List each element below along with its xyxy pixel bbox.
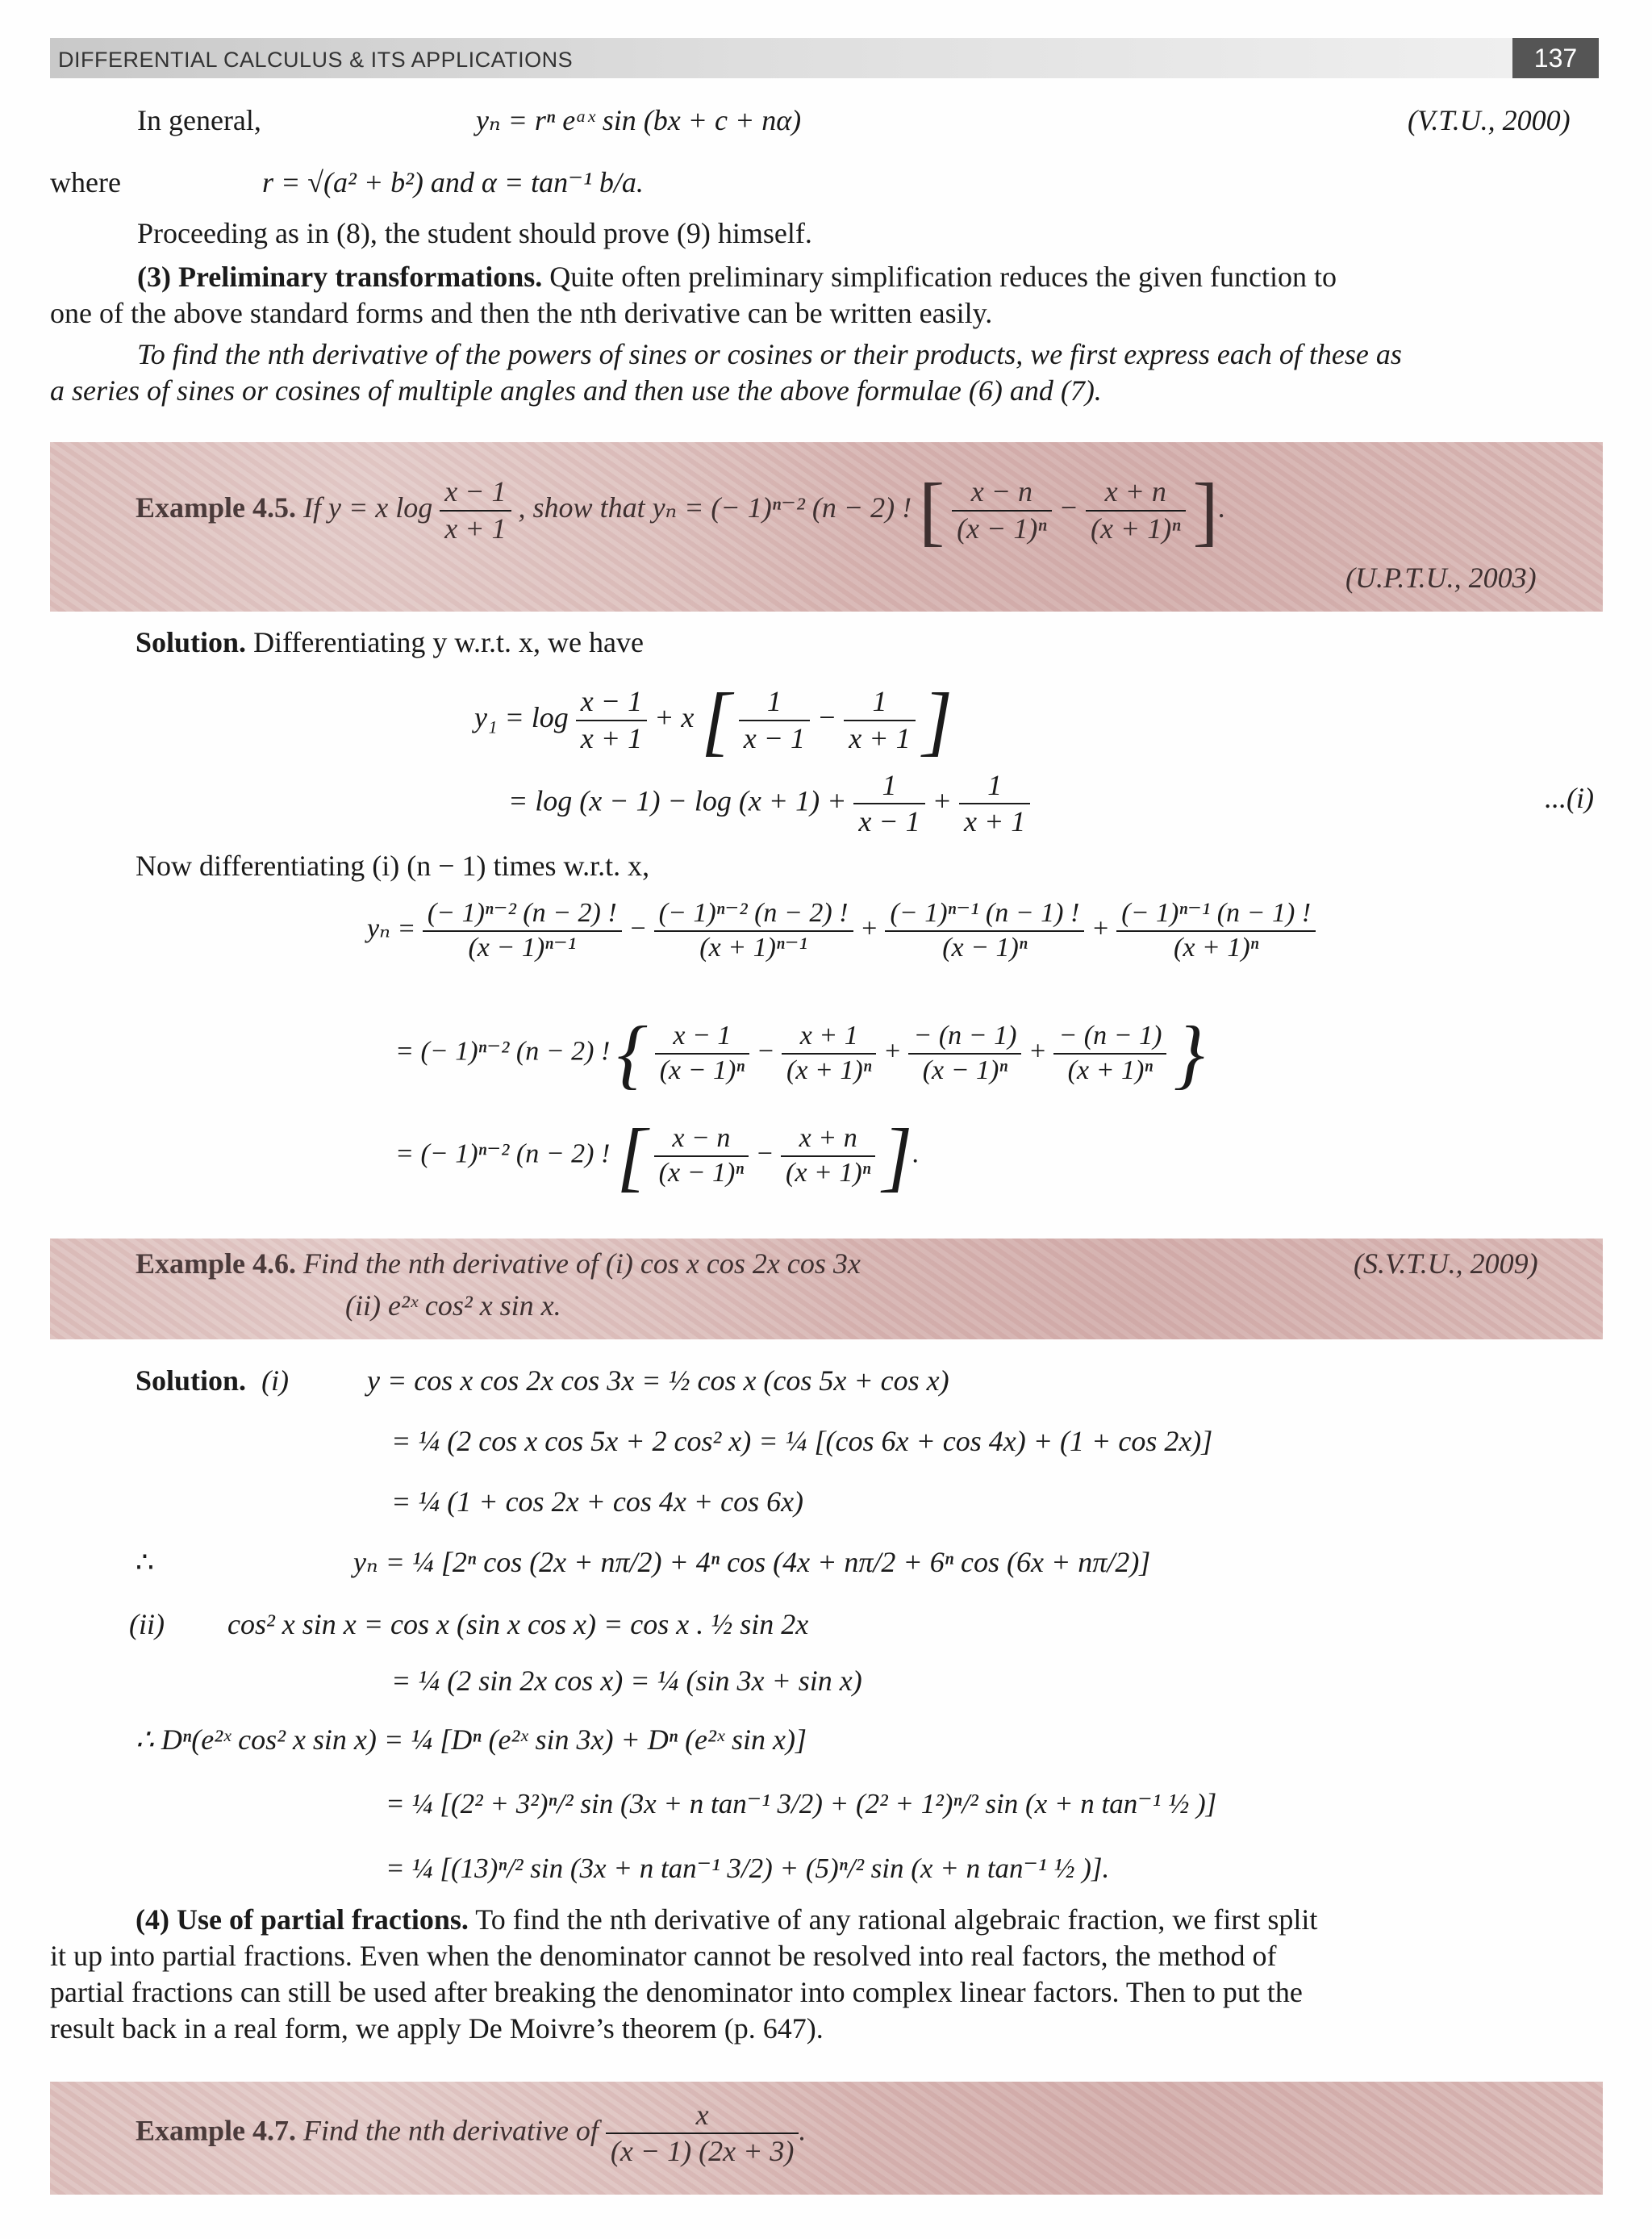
example-4-7-text: Find the nth derivative of <box>303 2114 599 2147</box>
example-4-5-label: Example 4.5. <box>136 491 297 524</box>
sol46-line-1: y = cos x cos 2x cos 3x = ½ cos x (cos 5x + cos x) <box>367 1364 949 1397</box>
equation-tag-i: ...(i) <box>1545 782 1594 814</box>
sol46-line-4: yₙ = ¼ [2ⁿ cos (2x + nπ/2) + 4ⁿ cos (4x + nπ/2 + 6ⁿ cos (6x + nπ/2)] <box>353 1546 1151 1578</box>
yn-general-formula: yₙ = rⁿ eᵃˣ sin (bx + c + nα) <box>476 104 802 136</box>
page-number: 137 <box>1512 38 1599 78</box>
fraction-denominator: (x + 1)ⁿ <box>1090 512 1181 545</box>
example-4-5-text-1: If y = x log <box>303 491 433 524</box>
eq-y1-mid: + x <box>654 700 695 733</box>
part-i-label: (i) <box>261 1364 290 1397</box>
sol46-line-6: = ¼ (2 sin 2x cos x) = ¼ (sin 3x + sin x) <box>391 1665 862 1697</box>
term-3-num: (− 1)ⁿ⁻¹ (n − 1) ! <box>885 897 1084 932</box>
solution-4-6-label <box>136 1364 289 1398</box>
example-4-6-line-2: (ii) e²ˣ cos² x sin x. <box>345 1289 561 1322</box>
term-2-den: (x + 1)ⁿ⁻¹ <box>699 932 807 963</box>
source-svtu: (S.V.T.U., 2009) <box>1354 1247 1538 1280</box>
term-3-den: (x − 1)ⁿ <box>942 932 1028 963</box>
yn-lhs: yₙ = <box>367 913 416 944</box>
u4-num: − (n − 1) <box>1053 1020 1166 1055</box>
part-ii-label: (ii) <box>129 1608 165 1640</box>
fraction-numerator: x − 1 <box>440 474 511 511</box>
eq-yn-line-3: = (− 1)ⁿ⁻² (n − 2) ! [ $\frac{x - n}{\text{(x − 1)ⁿ}}$ − $\frac{x + n}{\text{(x + 1)ⁿ}}$ ]. <box>395 1113 920 1199</box>
solution-4-5-text: Differentiating y w.r.t. x, we have <box>253 626 644 658</box>
term-1-den: (x − 1)ⁿ⁻¹ <box>468 932 577 963</box>
sol46-line-3: = ¼ (1 + cos 2x + cos 4x + cos 6x) <box>391 1485 804 1518</box>
v1-den: (x − 1)ⁿ <box>658 1157 745 1188</box>
example-4-7-statement: Example 4.7. Find the nth derivative of $\frac{x}{(x - 1) (2x + 3)}$ . <box>136 2098 806 2169</box>
item4-line-1 <box>136 1903 1317 1937</box>
fraction-denominator: x + 1 <box>444 512 507 545</box>
example-4-6-label: Example 4.6. <box>136 1247 297 1280</box>
term-4-den: (x + 1)ⁿ <box>1174 932 1259 963</box>
example-4-7-fraction <box>606 2098 799 2169</box>
item3-body-1: Quite often preliminary simplification reduces the given function to <box>549 261 1337 293</box>
source-vtu: (V.T.U., 2000) <box>1408 104 1571 136</box>
item4-line-4: result back in a real form, we apply De Moivre’s theorem (p. 647). <box>50 2012 824 2045</box>
example-4-5-text-2: , show that yₙ = (− 1)ⁿ⁻² (n − 2) ! <box>518 491 912 524</box>
example-4-5-statement: Example 4.5. If y = x log $\frac{x - 1}{x + 1}$ , show that yₙ = (− 1)ⁿ⁻² (n − 2) ! [ $\frac{x - n}{\text{(x − 1)ⁿ}}$ − $\frac{x + n}{\text{(x + 1)ⁿ}}$ ]. <box>136 467 1226 553</box>
sol46-line-5: cos² x sin x = cos x (sin x cos x) = cos x . ½ sin 2x <box>227 1608 809 1640</box>
item4-heading: (4) Use of partial fractions. <box>136 1903 469 1936</box>
example-4-5-fraction-3 <box>1086 474 1186 545</box>
term-1-num: (− 1)ⁿ⁻² (n − 2) ! <box>423 897 622 932</box>
u2-den: (x + 1)ⁿ <box>786 1055 872 1085</box>
term-2-num: (− 1)ⁿ⁻² (n − 2) ! <box>654 897 853 932</box>
eq-yn-line-1: yₙ = $\frac{\text{(− 1)ⁿ⁻² (n − 2) !}}{\text{(x − 1)ⁿ⁻¹}}$ − $\frac{\text{(− 1)ⁿ⁻² (n − 2) !}}{\text{(x + 1)ⁿ⁻¹}}$ + $\frac{\text{(− 1)ⁿ⁻¹ (n − 1) !}}{\text{(x − 1)ⁿ}}$ + $\frac{\text{(− 1)ⁿ⁻¹ (n − 1) !}}{\text{(x + 1)ⁿ}}$ <box>367 897 1316 965</box>
proceeding-text: Proceeding as in (8), the student should prove (9) himself. <box>137 217 812 249</box>
in-general-label: In general, <box>137 104 261 136</box>
eq-y1-fraction-a: $\frac{x - 1}{x + 1}$ <box>576 684 647 755</box>
sol46-line-7: ∴ Dⁿ(e²ˣ cos² x sin x) = ¼ [Dⁿ (e²ˣ sin 3x) + Dⁿ (e²ˣ sin x)] <box>136 1723 807 1756</box>
fraction-denominator: (x − 1)ⁿ <box>957 512 1047 545</box>
item3-heading: (3) Preliminary transformations. <box>137 261 543 293</box>
u2-num: x + 1 <box>782 1020 876 1055</box>
italic-note-1: To find the nth derivative of the powers of sines or cosines or their products, we first express each of these as <box>137 338 1402 370</box>
fraction-numerator: x <box>606 2098 799 2134</box>
item4-line-2: it up into partial fractions. Even when the denominator cannot be resolved into real factors, the method of <box>50 1940 1277 1972</box>
example-4-5-fraction-2 <box>952 474 1052 545</box>
fraction-denominator: (x − 1) (2x + 3) <box>610 2135 795 2168</box>
r-alpha-definition: r = √(a² + b²) and α = tan⁻¹ b/a. <box>262 166 644 198</box>
eq-y1-fraction-b: $\frac{1}{x - 1}$ <box>739 684 810 755</box>
eq-y1-expanded: = log (x − 1) − log (x + 1) + $\frac{1}{x - 1}$ + $\frac{1}{x + 1}$ <box>508 768 1030 839</box>
example-4-6-line-1 <box>136 1247 861 1281</box>
item4-text-1: To find the nth derivative of any rational algebraic fraction, we first split <box>475 1903 1318 1936</box>
now-differentiating-text: Now differentiating (i) (n − 1) times w.r.t. x, <box>136 850 650 882</box>
eq-y1-expanded-text: = log (x − 1) − log (x + 1) + <box>508 784 847 817</box>
fraction-numerator: x − n <box>952 474 1052 511</box>
eq-y1: y₁ = log $\frac{x - 1}{x + 1}$ + x [ $\frac{1}{x - 1}$ − $\frac{1}{x + 1}$ ] <box>474 677 953 763</box>
v1-num: x − n <box>654 1122 749 1157</box>
u4-den: (x + 1)ⁿ <box>1067 1055 1153 1085</box>
example-4-7-label: Example 4.7. <box>136 2114 297 2147</box>
running-header: DIFFERENTIAL CALCULUS & ITS APPLICATIONS <box>58 48 574 72</box>
italic-note-2: a series of sines or cosines of multiple angles and then use the above formulae (6) and (7). <box>50 374 1102 407</box>
u1-num: x − 1 <box>655 1020 749 1055</box>
sol46-line-9: = ¼ [(13)ⁿ/² sin (3x + n tan⁻¹ 3/2) + (5)ⁿ/² sin (x + n tan⁻¹ ½ )]. <box>386 1853 1110 1884</box>
solution-heading: Solution. <box>136 626 247 658</box>
item3-body-2: one of the above standard forms and then the nth derivative can be written easily. <box>50 297 993 329</box>
sol46-line-2: = ¼ (2 cos x cos 5x + 2 cos² x) = ¼ [(cos 6x + cos 4x) + (1 + cos 2x)] <box>391 1425 1213 1457</box>
solution-heading: Solution. <box>136 1364 247 1397</box>
therefore-symbol: ∴ <box>136 1546 154 1578</box>
u1-den: (x − 1)ⁿ <box>659 1055 745 1085</box>
example-4-5-fraction-1 <box>440 474 511 545</box>
item4-line-3: partial fractions can still be used after breaking the denominator into complex linear factors. Then to put the <box>50 1976 1303 2008</box>
source-uptu: (U.P.T.U., 2003) <box>1345 562 1537 594</box>
item3-paragraph <box>137 260 1605 294</box>
eq-y1-fraction-c: $\frac{1}{x + 1}$ <box>844 684 915 755</box>
line-2-lhs: = (− 1)ⁿ⁻² (n − 2) ! <box>395 1036 611 1067</box>
u3-den: (x − 1)ⁿ <box>922 1055 1008 1085</box>
v2-den: (x + 1)ⁿ <box>786 1157 871 1188</box>
sol46-line-8: = ¼ [(2² + 3²)ⁿ/² sin (3x + n tan⁻¹ 3/2) + (2² + 1²)ⁿ/² sin (x + n tan⁻¹ ½ )] <box>386 1788 1217 1819</box>
solution-4-5-intro <box>136 625 644 660</box>
v2-num: x + n <box>781 1122 875 1157</box>
eq-y1-lhs: y₁ = log <box>474 700 569 733</box>
line-3-lhs: = (− 1)ⁿ⁻² (n − 2) ! <box>395 1138 611 1169</box>
example-4-6-text-1: Find the nth derivative of (i) cos x cos 2x cos 3x <box>303 1247 861 1280</box>
term-4-num: (− 1)ⁿ⁻¹ (n − 1) ! <box>1116 897 1316 932</box>
u3-num: − (n − 1) <box>908 1020 1021 1055</box>
where-label: where <box>50 166 121 198</box>
fraction-numerator: x + n <box>1086 474 1186 511</box>
eq-yn-line-2: = (− 1)ⁿ⁻² (n − 2) ! { $\frac{x - 1}{\text{(x − 1)ⁿ}}$ − $\frac{x + 1}{\text{(x + 1)ⁿ}}$ + $\frac{- (n - 1)}{\text{(x − 1)ⁿ}}$ + $\frac{- (n - 1)}{\text{(x + 1)ⁿ}}$ } <box>395 1010 1205 1097</box>
